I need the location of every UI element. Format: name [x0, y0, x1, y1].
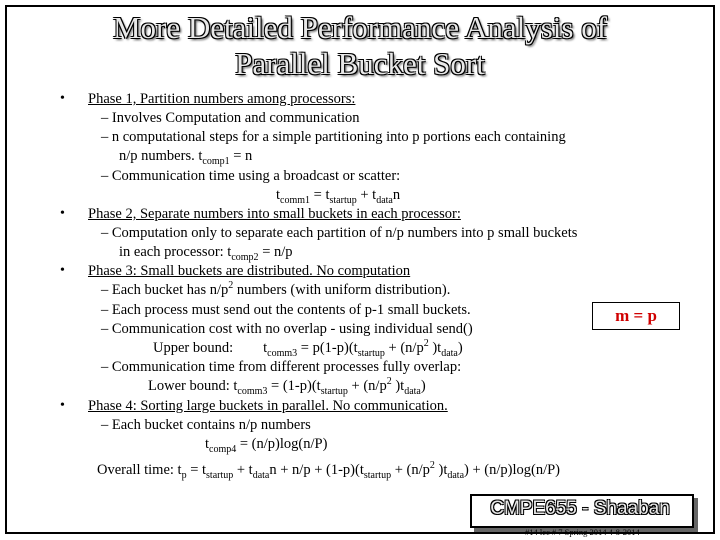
m-equals-p-callout: m = p [592, 302, 680, 330]
phase1-item3: – Communication time using a broadcast or scatter: [101, 168, 401, 184]
overall-time-equation: Overall time: $t_p = t_{startup} + t_{data}n + n/p + (1-p)(t_{startup} + (n/p^2$ )$t_{data}) + (n/p)\log(n/P)$ [97, 460, 560, 481]
phase3-lower-bound: Lower bound: $t_{comm3} = (1-p)(t_{startup} + (n/p^2$ )$t_{data}$) [148, 376, 426, 397]
phase3-upper-bound: Upper bound: $t_{comm3} = p(1-p)(t_{startup} + (n/p^2$ )$t_{data}$) [153, 338, 463, 359]
phase3-item1: – Each bucket has $n/p^2$ numbers (with uniform distribution). [101, 280, 451, 298]
phase3-item4: – Communication time from different processes fully overlap: [101, 359, 462, 375]
phase2-heading: Phase 2, Separate numbers into small buckets in each processor: [88, 206, 461, 222]
phase1-item1: – Involves Computation and communication [101, 110, 360, 126]
bullet-phase1: • [60, 91, 65, 106]
bullet-phase4: • [60, 398, 65, 413]
phase3-item2: – Each process must send out the contents of p-1 small buckets. [101, 302, 471, 318]
phase2-item1b: in each processor: $t_{comp2} = n/p$ [119, 244, 293, 263]
title-line-1: More Detailed Performance Analysis of [112, 10, 608, 45]
footer-brand: CMPE655 - Shaaban [490, 498, 670, 519]
phase4-item1: – Each bucket contains n/p numbers [101, 417, 311, 433]
title-line-2: Parallel Bucket Sort [235, 46, 485, 81]
slide-id: #14 lec # 7 Spring 2014 4-8-2014 [525, 527, 640, 537]
phase1-heading: Phase 1, Partition numbers among processors: [88, 91, 356, 107]
phase3-item3: – Communication cost with no overlap - using individual send() [101, 321, 473, 337]
phase4-comp-equation: $t_{comp4} = (n/p)\log(n/P)$ [205, 436, 328, 455]
phase1-comm-equation: $t_{comm1} = t_{startup} + t_{data}n$ [276, 187, 401, 206]
phase3-heading: Phase 3: Small buckets are distributed. No computation [88, 263, 411, 279]
phase2-item1a: – Computation only to separate each partition of n/p numbers into p small buckets [101, 225, 578, 241]
slide-title [0, 10, 720, 82]
phase1-item2b: n/p numbers. $t_{comp1} = n$ [119, 148, 253, 167]
bullet-phase3: • [60, 263, 65, 278]
phase1-item2a: – n computational steps for a simple partitioning into p portions each containing [101, 129, 566, 145]
bullet-phase2: • [60, 206, 65, 221]
phase4-heading: Phase 4: Sorting large buckets in parallel. No communication. [88, 398, 448, 414]
